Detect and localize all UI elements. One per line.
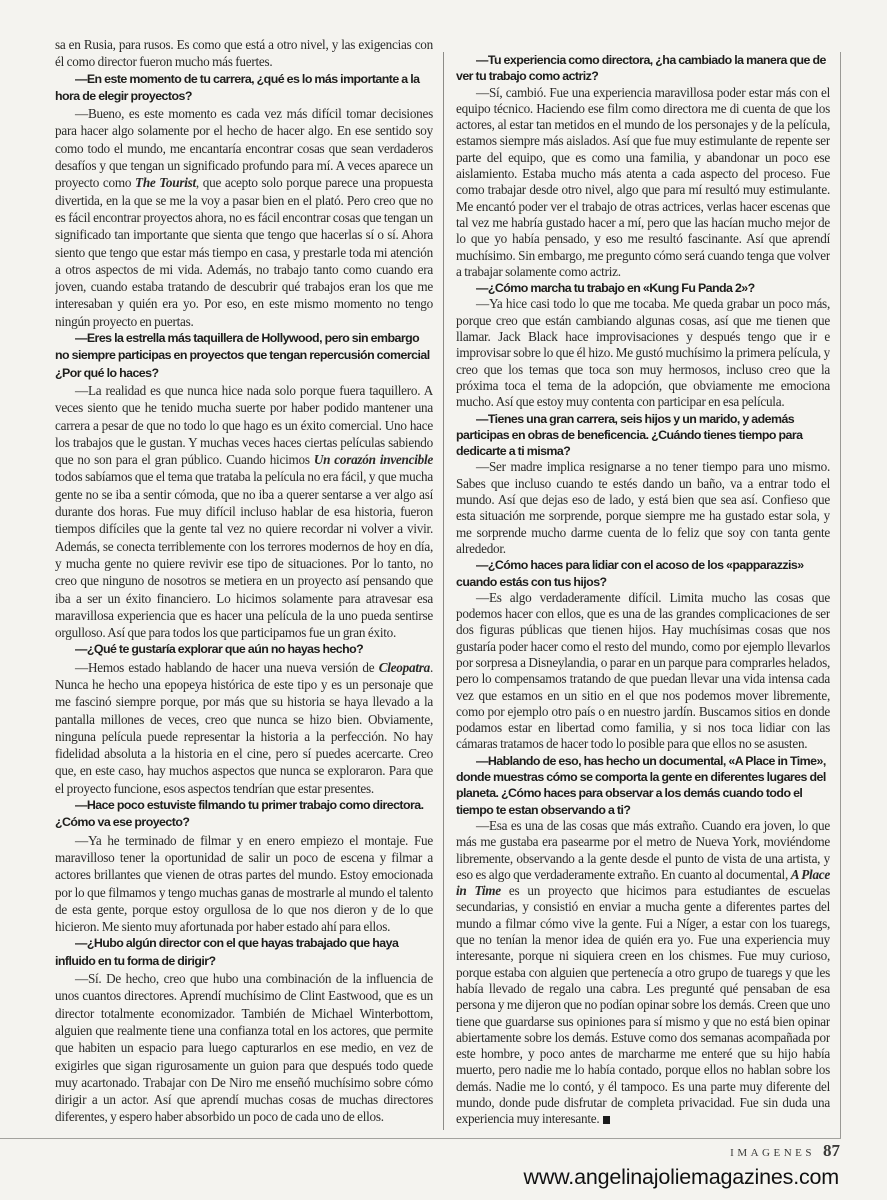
question: —¿Hubo algún director con el que hayas trabajado que haya influido en tu forma de dirigir? xyxy=(55,936,399,968)
bottom-rule xyxy=(0,1138,841,1139)
question: —Eres la estrella más taquillera de Hollywood, pero sin embargo no siempre participas en proyectos que tengan repercusión comercial ¿Por qué lo haces? xyxy=(55,331,430,380)
film-title: The Tourist xyxy=(135,175,196,191)
question: —¿Qué te gustaría explorar que aún no hayas hecho? xyxy=(75,642,364,657)
film-title: Cleopatra xyxy=(378,659,430,675)
question: —Tu experiencia como directora, ¿ha cambiado la manera que de ver tu trabajo como actriz? xyxy=(456,53,826,84)
answer: —Ser madre implica resignarse a no tener tiempo para uno mismo. Sabes que incluso cuando te estés dando un baño, va a entrar todo el mundo. Así que dejas eso de lado, y está bien que sea así. Confieso que esta situación me sorprende, porque siempre me ha gustado estar sola, y me sorprende mucho darme cuenta de lo feliz que soy con tanta gente alrededor. xyxy=(456,459,830,556)
paragraph-continuation: sa en Rusia, para rusos. Es como que está a otro nivel, y las exigencias con él como director fueron mucho más fuertes. xyxy=(55,37,433,70)
column-divider xyxy=(443,52,444,1130)
page-folio xyxy=(730,1142,840,1162)
answer: —Esa es una de las cosas que más extraño. Cuando era joven, lo que más me gustaba era pasearme por el metro de Nueva York, moviéndome libremente, observando a la gente desde el punto de vista de una artista, y eso es algo que verdaderamente extraño. En cuanto al documental, A Place in Time es un proyecto que hicimos para estudiantes de escuelas secundarias, y consistió en enviar a mucha gente a diferentes partes del mundo a filmar cómo vive la gente. Fui a Níger, a estar con los tuaregs, que no tenían la menor idea de quién era yo. Fue una experiencia muy interesante, porque ni siquiera creen en los chismes. Fue muy curioso, porque estaba con alguien que pertenecía a otro grupo de tuaregs y que les había llevado de regalo una cabra. Les pregunté qué pensaban de esa persona y me dijeron que no podían opinar sobre los demás. Creen que uno tiene que guardarse sus opiniones para sí mismo y que no está bien opinar abiertamente sobre los demás. Estuve como dos semanas acompañada por este hombre, y poco antes de marcharme me enteré que su hijo había muerto, pero nadie me lo había contado, porque ellos no hablan sobre los demás. Nadie me lo contó, y él tampoco. Es una parte muy diferente del mundo, donde pude disfrutar de completa privacidad. Fue sin duda una experiencia muy interesante. xyxy=(456,817,830,1127)
answer: —Ya he terminado de filmar y en enero empiezo el montaje. Fue maravilloso tener la oportunidad de salir un poco de escena y filmar a actores brillantes que vienen de otras partes del mundo. Estoy emocionada por lo que filmamos y tengo muchas ganas de mostrarle al mundo el talento de esta gente, porque estoy orgullosa de lo que nos dieron y de lo que hicieron. Me siento muy afortunada por haber estado ahí para ellos. xyxy=(55,832,433,935)
question: —Hace poco estuviste filmando tu primer trabajo como directora. ¿Cómo va ese proyecto? xyxy=(55,798,424,830)
film-title: Un corazón invencible xyxy=(313,452,433,468)
question: —Hablando de eso, has hecho un documental, «A Place in Time», donde muestras cómo se comporta la gente en diferentes lugares del planeta. ¿Cómo haces para observar a los demás cuando todo el tiempo te estan observando a ti? xyxy=(456,753,826,817)
right-border-rule xyxy=(840,52,841,1139)
magazine-name: IMAGENES xyxy=(730,1147,815,1159)
watermark-url: www.angelinajoliemagazines.com xyxy=(523,1165,839,1189)
answer: —Bueno, es este momento es cada vez más difícil tomar decisiones para hacer algo solamente por el hecho de hacer algo. En ese sentido soy como todo el mundo, me encantaría encontrar cosas que sean verdaderos desafíos y que tengan un significado profundo para mí. A veces aparece un proyecto como The Tourist, que acepto solo porque parece una propuesta divertida, en la que se me la voy a pasar bien en el plató. Pero creo que no es fácil encontrar proyectos ahora, no es fácil encontrar cosas que tengan un significado tan importante que sienta que tengo que hacerlas sí o sí. Ahora siento que tengo que estar más tiempo en casa, y prestarle toda mi atención a otros aspectos de mi vida. Además, no trabajo tanto como cuando era joven, cuando estaba tratando de descubrir qué trabajos eran los que me interesaban y quién era yo. Por eso, en este mismo momento no tengo ningún proyecto en puertas. xyxy=(55,106,433,329)
end-of-article-mark-icon xyxy=(603,1116,610,1124)
question: —¿Cómo marcha tu trabajo en «Kung Fu Panda 2»? xyxy=(476,281,755,296)
question: —En este momento de tu carrera, ¿qué es lo más importante a la hora de elegir proyectos? xyxy=(55,71,420,103)
film-title: A Place in Time xyxy=(456,866,830,899)
page-number: 87 xyxy=(823,1141,840,1160)
answer: —Ya hice casi todo lo que me tocaba. Me queda grabar un poco más, porque creo que están cambiando algunas cosas, así que me tienen que llamar. Jack Black hace improvisaciones y después tengo que ir e improvisar sobre lo que él hizo. Me gustó muchísimo la primera película, y creo que los temas que toca son muy hermosos, incluso creo que la próxima toca el tema de la adopción, que obviamente me emociona mucho. Así que estoy muy contenta con participar en esa película. xyxy=(456,296,830,410)
right-column xyxy=(456,52,830,1128)
left-column xyxy=(55,36,433,1128)
answer: —Sí, cambió. Fue una experiencia maravillosa poder estar más con el equipo técnico. Haciendo ese film como directora me di cuenta de que los actores, al estar tan metidos en el mundo de los personajes y de la película, estamos siempre más aislados. Así que fue muy estimulante de repente ser parte del equipo, que es como una familia, y abandonar un poco ese aislamiento. Estaba mucho más atenta a cada aspecto del proceso. Fue como trabajar desde otro nivel, algo que para mí resultó muy estimulante. Me encantó poder ver el trabajo de otras actrices, verlas hacer escenas que tal vez me habría gustado hacer a mí, pero que las hacían mucho mejor de lo que yo había pensado, y eso me resultó fascinante. Así que aprendí muchísimo. Sin embargo, me pregunto cómo será cuando tenga que volver a trabajar solamente como actriz. xyxy=(456,84,830,279)
answer: —Hemos estado hablando de hacer una nueva versión de Cleopatra. Nunca he hecho una epopeya histórica de este tipo y es un personaje que me fascinó siempre porque, por más que su historia se haya llevado a la pantalla millones de veces, creo que nunca se hizo bien. Obviamente, ninguna película puede representar la historia a la perfección. No hay fidelidad absoluta a la historia en el cine, pero sí puedes acercarte. Creo que, en este caso, hay muchos aspectos que nunca se exploraron. Para que el proyecto funcione, esos aspectos tendrían que estar presentes. xyxy=(55,659,433,796)
answer: —Es algo verdaderamente difícil. Limita mucho las cosas que podemos hacer con ellos, que es una de las grandes complicaciones de ser dos figuras públicas que tienen hijos. Hay muchísimas cosas que nos gustaría poder hacer como el resto del mundo, como por ejemplo llevarlos por sorpresa a Disneylandia, o parar en un parque para comprarles helados, pero lo compensamos tratando de que puedan llevar una vida intensa cada vez que estamos en un sitio en el que nos podemos mover libremente, como por ejemplo otro país o en nuestro jardín. Buscamos sitios en donde podamos estar en libertad como familia, y si nos toca lidiar con las cámaras tratamos de hacer todo lo posible para que ellos no se asusten. xyxy=(456,589,830,752)
answer: —Sí. De hecho, creo que hubo una combinación de la influencia de unos cuantos directores. Aprendí muchísimo de Clint Eastwood, que es un director totalmente economizador. También de Michael Winterbottom, alguien que realmente tiene una confianza total en los actores, que permite que habiten un espacio para luego capturarlos en ese medio, en vez de exigirles que sigan rigurosamente un guion para que después todo quede muy acartonado. Trabajar con De Niro me enseñó muchísimo sobre cómo dirigir a un actor. Así que aprendí muchas cosas de muchas directores diferentes, y espero haber absorbido un poco de cada uno de ellos. xyxy=(55,971,433,1125)
question: —Tienes una gran carrera, seis hijos y un marido, y además participas en obras de beneficencia. ¿Cuándo tienes tiempo para dedicarte a ti misma? xyxy=(456,411,803,459)
answer: —La realidad es que nunca hice nada solo porque fuera taquillero. A veces siento que he tenido mucha suerte por haber podido mantener una carrera a pesar de que no todo lo que hago es un éxito comercial. Uno hace los trabajos que le gustan. Y muchas veces haces ciertas películas sabiendo que no son para el gran público. Cuando hicimos Un corazón invencible todos sabíamos que el tema que trataba la película no era fácil, y que mucha gente no se iba a sentir cómoda, que no iba a querer sentarse a ver algo así durante dos horas. Fue muy difícil incluso hablar de esa historia, fueron tiempos difíciles que la gente tal vez no quiere recordar ni volver a vivir. Además, se conecta terriblemente con los terrores modernos de hoy en día, y mucha gente no quiere revivir ese tipo de situaciones. Por lo tanto, no creo que ninguno de nosotros se metiera en un proyecto así pensando que iba a ser un éxito financiero. Lo hicimos solamente para atravesar esa maravillosa experiencia que es hacer una película de la uno pueda sentirse orgulloso. Así que para todos los que participamos fue un gran éxito. xyxy=(55,382,433,641)
question: —¿Cómo haces para lidiar con el acoso de los «papparazzis» cuando estás con tus hijos? xyxy=(456,558,804,589)
